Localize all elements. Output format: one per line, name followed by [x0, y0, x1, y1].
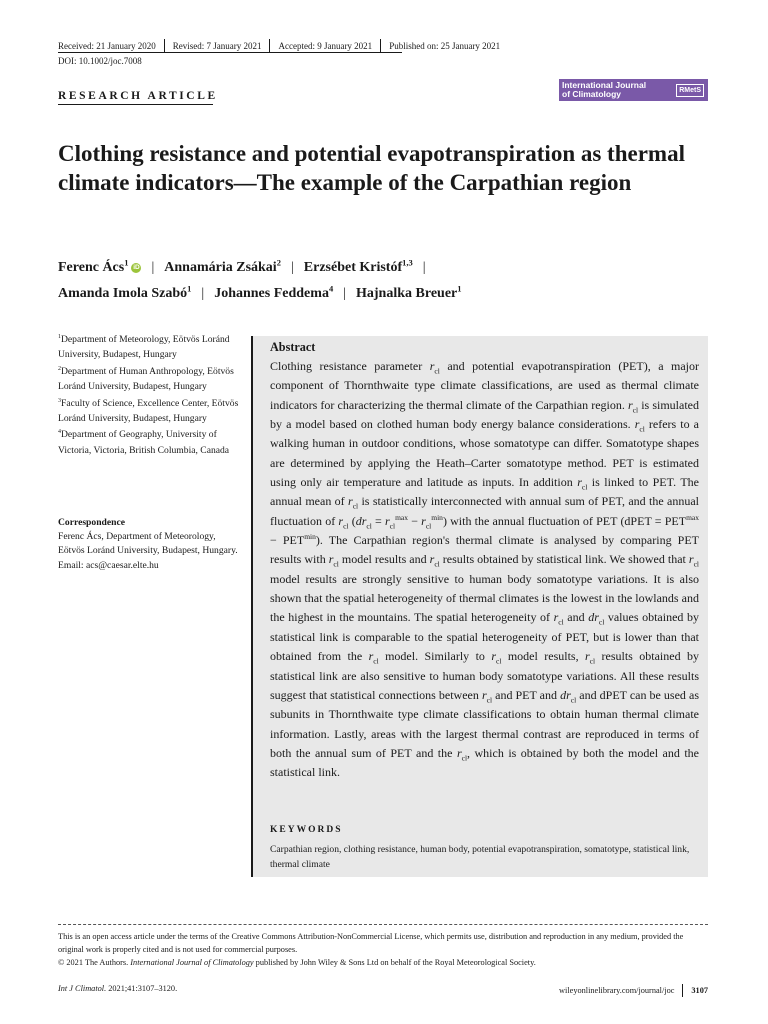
author-separator: | — [151, 260, 155, 275]
abstract-text: Clothing resistance parameter $r_{cl}$ and potential evapotranspiration (PET), a major component of Thornthwaite type climate classifications, are used as thermal climate indicators for characterizing the thermal climate of the Carpathian region. $r_{cl}$ is simulated by a model based on clothed human body energy balance considerations. $r_{cl}$ refers to a walking human in outdoor conditions, whose somatotype can differ. Somatotype shapes are determined by applying the Heath–Carter somatotype method. PET is estimated using only air temperature and latitude as inputs. In addition $r_{cl}$ is linked to PET. The annual mean of $r_{cl}$ is statistically interconnected with annual sum of PET, and the annual fluctuation of $r_{cl}$ $(dr_{cl} = r_{cl}^{max} - r_{cl}^{min})$ with the annual fluctuation of PET (dPET = $PET^{max} - PET^{min}$). The Carpathian region's thermal climate is analysed by comparing PET results with $r_{cl}$ model results and $r_{cl}$ results obtained by statistical link. We showed that $r_{cl}$ model results are strongly sensitive to human body somatotype variations. It is also shown that the spatial heterogeneity of thermal climates is the lowest in the lowlands and the highest in the mountains. The spatial heterogeneity of $r_{cl}$ and $dr_{cl}$ values obtained by statistical link is comparable to the spatial heterogeneity of PET, but is lower than that obtained from the $r_{cl}$ model. Similarly to $r_{cl}$ model results, $r_{cl}$ results obtained by statistical link are also sensitive to human body somatotype variations. All these results suggest that statistical connections between $r_{cl}$ and PET and $dr_{cl}$ and dPET can be used as subunits in Thornthwaite type climate classifications to obtain human thermal climate information. Lastly, areas with the largest thermal contrast are reproduced in terms of both the annual sum of PET and the $r_{cl}$, which is obtained by both the model and the statistical link. — [270, 359, 700, 780]
affiliation-number: 2 — [58, 365, 61, 372]
affiliation — [58, 427, 244, 458]
journal-logo[interactable] — [559, 79, 708, 101]
published-date: Published on: 25 January 2021 — [389, 40, 501, 51]
journal-name-line1: International Journal — [562, 80, 647, 90]
affiliation-text: Department of Human Anthropology, Eötvös Loránd University, Budapest, Hungary — [58, 365, 234, 393]
author-affil-ref: 1 — [187, 283, 192, 294]
author[interactable] — [58, 257, 141, 275]
author-name: Erzsébet Kristóf — [303, 260, 403, 275]
affiliation-text: Faculty of Science, Excellence Center, Eötvös Loránd University, Budapest, Hungary — [58, 397, 239, 425]
correspondence-text: Ferenc Ács, Department of Meteorology, Eötvös Loránd University, Budapest, Hungary. — [58, 531, 238, 557]
citation-volume: 2021;41:3107–3120. — [106, 984, 178, 993]
affiliation-number: 1 — [58, 333, 61, 340]
journal-name-line2: of Climatology — [562, 89, 622, 99]
author-separator: | — [422, 260, 426, 275]
author-name: Hajnalka Breuer — [356, 286, 458, 301]
keywords-text: Carpathian region, clothing resistance, human body, potential evapotranspiration, somatotype, statistical link, thermal climate — [270, 844, 690, 870]
author[interactable] — [214, 283, 334, 301]
affiliation-number: 4 — [58, 429, 61, 436]
author-line-2 — [58, 281, 718, 307]
header-rule — [58, 52, 402, 53]
author-name: Johannes Feddema — [214, 286, 329, 301]
license-text: This is an open access article under the terms of the Creative Commons Attribution-NonCommercial License, which permits use, distribution and reproduction in any medium, provided the original work is properly cited and is not used for commercial purposes. — [58, 932, 684, 954]
author[interactable] — [58, 283, 192, 301]
author-name: Ferenc Ács — [58, 260, 125, 275]
divider — [682, 984, 683, 997]
author-line-1 — [58, 255, 718, 281]
author-affil-ref: 1,3 — [402, 257, 413, 268]
correspondence — [58, 516, 244, 573]
divider — [269, 39, 270, 52]
author-list — [58, 255, 718, 307]
affiliation-text: Department of Meteorology, Eötvös Loránd University, Budapest, Hungary — [58, 334, 230, 361]
accepted-date: Accepted: 9 January 2021 — [278, 40, 373, 51]
author-separator: | — [343, 286, 346, 301]
page-number: 3107 — [691, 986, 708, 995]
author[interactable] — [164, 257, 281, 275]
copyright-line: © 2021 The Authors. International Journal of Climatology published by John Wiley & Sons Ltd on behalf of the Royal Meteorological Society. — [58, 958, 536, 967]
citation-journal: Int J Climatol. — [58, 984, 107, 993]
article-type: RESEARCH ARTICLE — [58, 90, 218, 102]
journal-website-link[interactable]: wileyonlinelibrary.com/journal/joc — [559, 986, 675, 995]
correspondence-email[interactable]: Email: acs@caesar.elte.hu — [58, 559, 159, 571]
author-affil-ref: 1 — [457, 283, 462, 294]
affiliations — [58, 332, 244, 459]
citation — [58, 984, 177, 993]
affiliation-number: 3 — [58, 397, 61, 404]
affiliation — [58, 364, 244, 395]
author-affil-ref: 2 — [276, 257, 281, 268]
author-affil-ref: 1 — [124, 257, 129, 268]
author-separator: | — [290, 260, 294, 275]
author[interactable] — [356, 283, 462, 301]
orcid-icon[interactable]: iD — [133, 264, 140, 271]
license-footnote — [58, 930, 708, 969]
correspondence-heading: Correspondence — [58, 517, 125, 528]
abstract-heading: Abstract — [270, 340, 316, 354]
affiliation — [58, 332, 244, 363]
publication-dates — [58, 39, 500, 52]
author[interactable] — [303, 257, 413, 275]
author-affil-ref: 4 — [328, 283, 334, 294]
received-date: Received: 21 January 2020 — [58, 40, 156, 51]
affiliation — [58, 396, 244, 427]
doi[interactable]: DOI: 10.1002/joc.7008 — [58, 56, 142, 66]
author-name: Amanda Imola Szabó — [58, 286, 188, 301]
journal-name — [562, 81, 646, 99]
divider — [164, 39, 165, 52]
author-separator: | — [201, 286, 205, 301]
rmets-logo: RMetS — [676, 84, 704, 97]
keywords-heading: KEYWORDS — [270, 825, 343, 835]
copyright-journal: International Journal of Climatology — [130, 958, 254, 967]
footer-rule — [58, 924, 708, 925]
author-name: Annamária Zsákai — [164, 260, 277, 275]
paper-title: Clothing resistance and potential evapotranspiration as thermal climate indicators—The example of the Carpathian region — [58, 141, 685, 195]
revised-date: Revised: 7 January 2021 — [172, 40, 262, 51]
page-footer-right — [559, 984, 708, 997]
affiliation-text: Department of Geography, University of Victoria, Victoria, British Columbia, Canada — [58, 429, 230, 456]
article-type-rule — [58, 104, 213, 105]
divider — [380, 39, 381, 52]
